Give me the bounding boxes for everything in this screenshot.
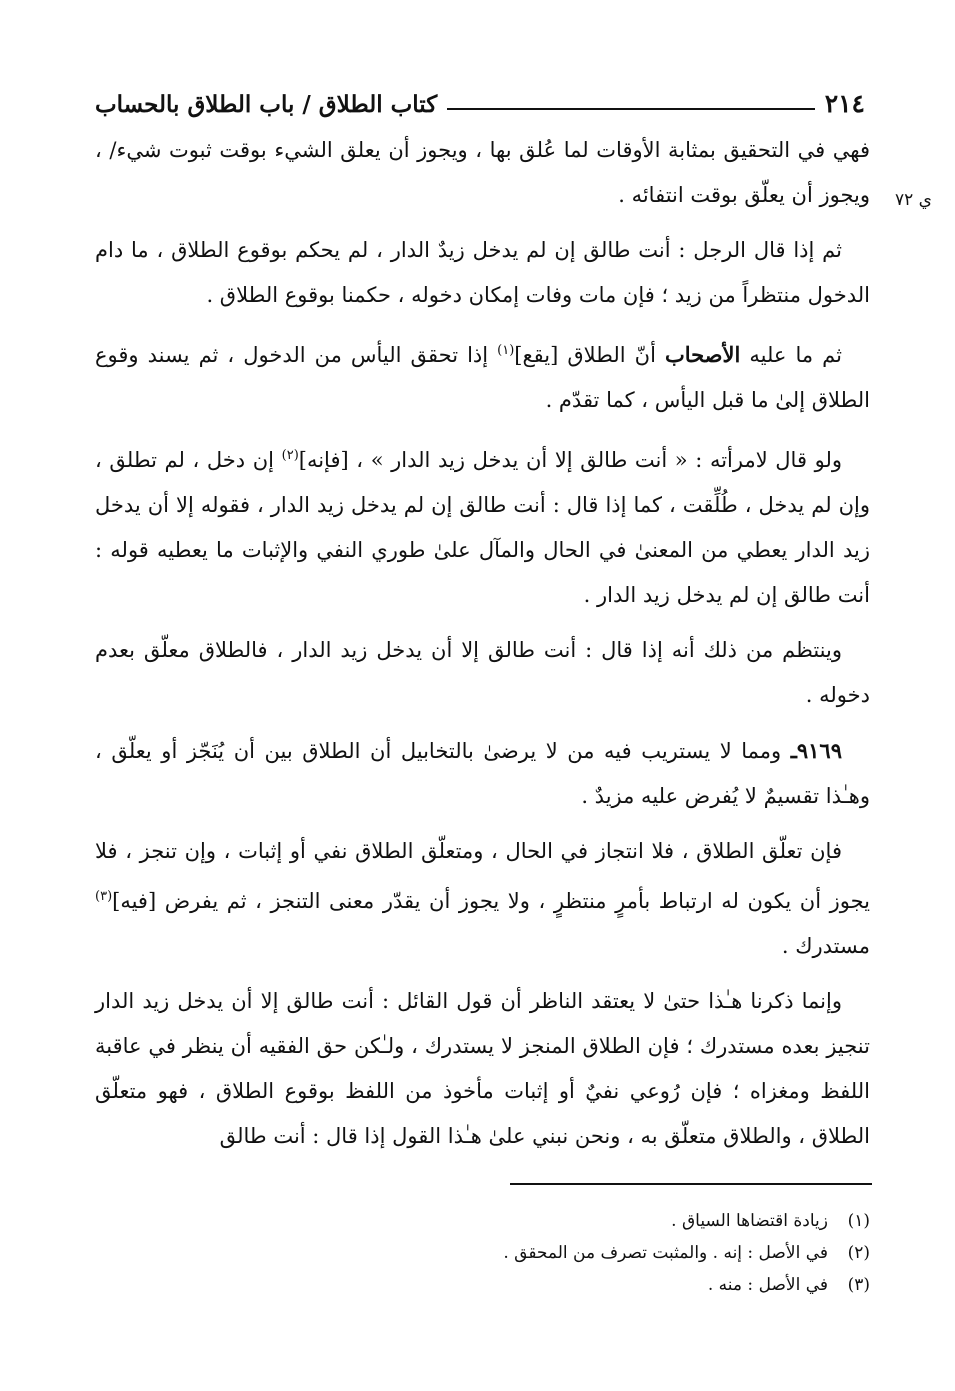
paragraph-4-after: إن دخل ، لم تطلق ، وإن لم يدخل ، طُلِّقت ، كما إذا قال : أنت طالق إن لم يدخل زيد الدار ، فقوله إلا أن يدخل زيد الدار يعطي من المعنىٰ في الحال والمآل علىٰ طوري النفي والإثبات ما يعطيه قوله : أنت طالق إن لم يدخل زيد الدار . <box>95 448 870 607</box>
footnote-ref-1: (١) <box>497 343 515 358</box>
paragraph-7-after: مستدرك . <box>781 934 870 958</box>
footnote-text: في الأصل : منه . <box>707 1275 828 1295</box>
paragraph-3-after: إذا تحقق اليأس من الدخول ، ثم يسند وقوع الطلاق إلىٰ ما قبل اليأس ، كما تقدّم . <box>95 343 870 412</box>
footnote-ref-2: (٢) <box>281 448 299 463</box>
footnote-1 <box>300 1205 870 1237</box>
footnote-3 <box>300 1269 870 1301</box>
header-rule <box>447 108 815 110</box>
footnote-ref-3: (٣) <box>95 889 113 904</box>
footnotes <box>300 1205 870 1301</box>
footnote-text: في الأصل : إنه . والمثبت تصرف من المحقق . <box>503 1243 828 1263</box>
body-text <box>95 128 870 1169</box>
paragraph-5: وينتظم من ذلك أنه إذا قال : أنت طالق إلا أن يدخل زيد الدار ، فالطلاق معلّق بعدم دخوله . <box>95 638 870 707</box>
paragraph-4 <box>95 433 870 618</box>
page-header <box>95 78 865 118</box>
paragraph-2: ثم إذا قال الرجل : أنت طالق إن لم يدخل زيدٌ الدار ، لم يحكم بوقوع الطلاق ، ما دام الدخول منتظراً من زيد ؛ فإن مات وفات إمكان دخوله ، حكمنا بوقوع الطلاق . <box>95 238 870 307</box>
paragraph-number: ٩١٦٩ـ <box>790 738 842 763</box>
paragraph-3-middle: أنّ الطلاق [يقع] <box>514 343 665 367</box>
page-number: ٢١٤ <box>824 89 865 118</box>
paragraph-1: فهي في التحقيق بمثابة الأوقات لما عُلق بها ، ويجوز أن يعلق الشيء بوقت ثبوت شيء/ ، ويجوز أن يعلّق بوقت انتفائه . <box>95 138 870 207</box>
footnote-text: زيادة اقتضاها السياق . <box>671 1211 828 1231</box>
paragraph-3-before: ثم ما عليه <box>740 343 842 367</box>
paragraph-3 <box>95 328 870 423</box>
paragraph-7 <box>95 829 870 969</box>
running-title: كتاب الطلاق / باب الطلاق بالحساب <box>95 91 438 118</box>
paragraph-4-before: ولو قال لامرأته : « أنت طالق إلا أن يدخل زيد الدار » ، [فإنه] <box>298 448 842 472</box>
paragraph-6-text: ومما لا يستريب فيه من لا يرضىٰ بالتخابيل أن الطلاق بين أن يُنَجّز أو يعلّق ، وهـٰذا تقسيمٌ لا يُفرض عليه مزيدٌ . <box>95 739 870 808</box>
paragraph-8: وإنما ذكرنا هـٰذا حتىٰ لا يعتقد الناظر أن قول القائل : أنت طالق إلا أن يدخل زيد الدار تنجيز بعده مستدرك ؛ فإن الطلاق المنجز لا يستدرك ، ولـٰكن حق الفقيه أن ينظر في عاقبة اللفظ ومغزاه ؛ فإن رُوعي نفيٌ أو إثبات مأخوذ من اللفظ بوقوع الطلاق ، فهو متعلّق الطلاق ، والطلاق متعلّق به ، ونحن نبني علىٰ هـٰذا القول إذا قال : أنت طالق <box>95 989 870 1148</box>
paragraph-3-bold: الأصحاب <box>664 342 741 367</box>
margin-note: ي ٧٢ <box>895 190 932 210</box>
paragraph-6 <box>95 728 870 819</box>
footnote-number: (٣) <box>847 1275 870 1295</box>
footnote-2 <box>300 1237 870 1269</box>
footnote-number: (٢) <box>847 1243 870 1263</box>
footnote-rule <box>510 1183 872 1185</box>
footnote-number: (١) <box>847 1211 870 1231</box>
paragraph-7-before: فإن تعلّق الطلاق ، فلا انتجاز في الحال ، ومتعلّق الطلاق نفي أو إثبات ، وإن تنجز ، فلا يجوز أن يكون له ارتباط بأمرٍ منتظرٍ ، ولا يجوز أن يقدّر معنى التنجز ، ثم يفرض [فيه] <box>95 839 870 913</box>
